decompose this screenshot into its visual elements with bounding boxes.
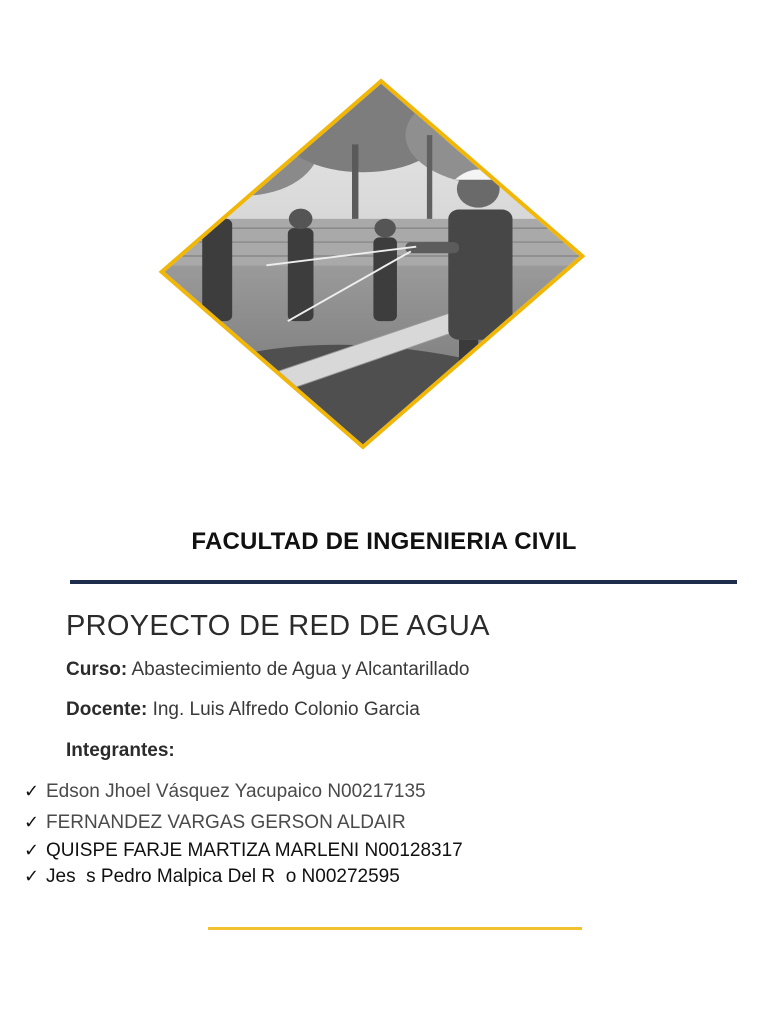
course-field — [66, 659, 469, 681]
project-title: PROYECTO DE RED DE AGUA — [66, 610, 490, 642]
member-item — [24, 778, 463, 806]
navy-divider — [70, 580, 737, 584]
course-value: Abastecimiento de Agua y Alcantarillado — [131, 659, 470, 680]
faculty-title: FACULTAD DE INGENIERIA CIVIL — [191, 528, 577, 555]
checkmark-icon: ✓ — [24, 812, 40, 832]
member-name: Jes s Pedro Malpica Del R o N00272595 — [46, 866, 400, 887]
member-item — [24, 837, 463, 863]
course-label: Curso: — [66, 659, 128, 680]
checkmark-icon: ✓ — [24, 866, 40, 886]
construction-workers-photo — [159, 79, 585, 449]
teacher-field — [66, 699, 420, 721]
members-list — [24, 778, 463, 889]
gold-divider — [208, 927, 582, 930]
teacher-value: Ing. Luis Alfredo Colonio Garcia — [152, 699, 420, 720]
checkmark-icon: ✓ — [24, 781, 40, 801]
member-item — [24, 863, 463, 889]
members-heading — [66, 740, 175, 762]
cover-photo — [159, 79, 586, 450]
checkmark-icon: ✓ — [24, 840, 40, 860]
member-name: QUISPE FARJE MARTIZA MARLENI N00128317 — [46, 840, 463, 861]
member-item — [24, 809, 463, 837]
teacher-label: Docente: — [66, 699, 148, 720]
member-name: Edson Jhoel Vásquez Yacupaico N00217135 — [46, 781, 426, 802]
members-label: Integrantes: — [66, 740, 175, 761]
member-name: FERNANDEZ VARGAS GERSON ALDAIR — [46, 812, 406, 833]
